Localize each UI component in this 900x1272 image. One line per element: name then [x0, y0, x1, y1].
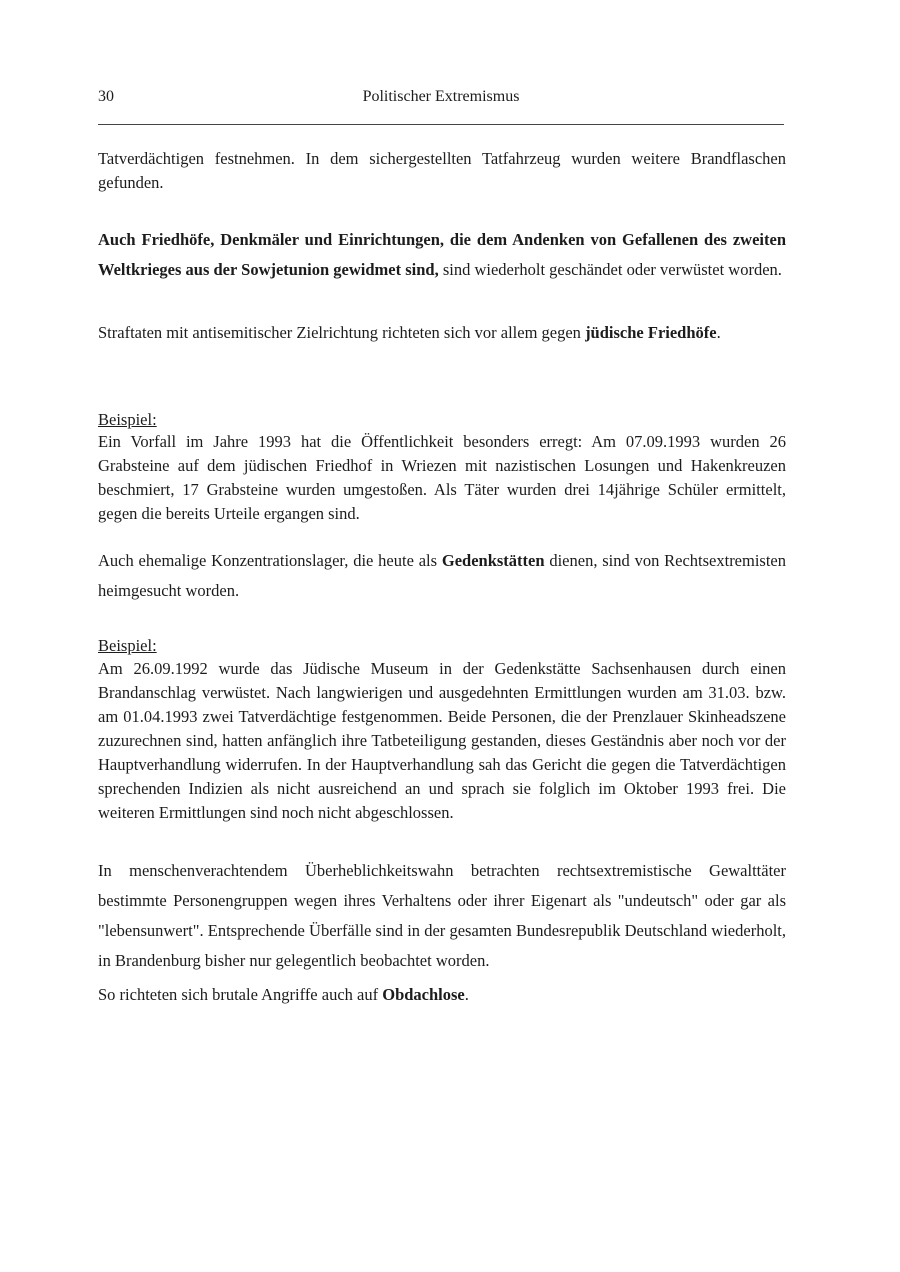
- paragraph-antisemitic: [98, 318, 786, 348]
- paragraph-text: Ein Vorfall im Jahre 1993 hat die Öffentlichkeit besonders erregt: Am 07.09.1993 wurden 26 Grabsteine auf dem jüdischen Friedhof in Wriezen mit nazistischen Losungen und Hakenkreuzen beschmiert, 17 Grabsteine wurden umgestoßen. Als Täter wurden drei 14jährige Schüler ermittelt, gegen die bereits Urteile ergangen sind.: [98, 432, 786, 523]
- paragraph-text: Am 26.09.1992 wurde das Jüdische Museum in der Gedenkstätte Sachsenhausen durch einen Brandanschlag verwüstet. Nach langwierigen und ausgedehnten Ermittlungen wurden am 31.03. bzw. am 01.04.1993 zwei Tatverdächtige festgenommen. Beide Personen, die der Prenzlauer Skinheadszene zuzurechnen sind, hatten anfänglich ihre Tatbeteiligung gestanden, dieses Geständnis aber noch vor der Hauptverhandlung widerrufen. In der Hauptverhandlung sah das Gericht die gegen die Tatverdächtigen sprechenden Indizien als nicht ausreichend an und sprach sie folglich im Oktober 1993 frei. Die weiteren Ermittlungen sind noch nicht abgeschlossen.: [98, 659, 786, 822]
- paragraph-concentration-camps: [98, 546, 786, 606]
- paragraph-text: In menschenverachtendem Überheblichkeitswahn betrachten rechtsextremistische Gewalttäter bestimmte Personengruppen wegen ihres Verhaltens oder ihrer Eigenart als "undeutsch" oder gar als "lebensunwert". Entsprechende Überfälle sind in der gesamten Bundesrepublik Deutschland wiederholt, in Brandenburg bisher nur gelegentlich beobachtet worden.: [98, 861, 786, 970]
- paragraph-text: Tatverdächtigen festnehmen. In dem sichergestellten Tatfahrzeug wurden weitere Brandflaschen gefunden.: [98, 149, 786, 192]
- paragraph-continuation: [98, 147, 786, 195]
- paragraph-violence: [98, 856, 786, 976]
- bold-phrase: Gedenkstätten: [441, 551, 545, 570]
- bold-phrase: Obdachlose: [382, 985, 465, 1004]
- paragraph-text-end: .: [464, 985, 469, 1004]
- bold-phrase: jüdische Friedhöfe: [585, 323, 717, 342]
- paragraph-text: sind wiederholt geschändet oder verwüstet worden.: [438, 260, 782, 279]
- example-label-1: Beispiel:: [98, 410, 157, 429]
- page-number: 30: [98, 88, 114, 105]
- paragraph-text: Auch ehemalige Konzentrationslager, die heute als: [98, 551, 442, 570]
- example-label-2: Beispiel:: [98, 636, 157, 655]
- paragraph-text-end: dienen, sind von Rechtsextremisten heimgesucht worden.: [98, 551, 787, 600]
- paragraph-text: So richteten sich brutale Angriffe auch auf: [98, 985, 383, 1004]
- example-text-1: [98, 430, 786, 526]
- paragraph-text-end: .: [716, 323, 721, 342]
- bold-phrase: Auch Friedhöfe, Denkmäler und Einrichtungen, die dem Andenken von Gefallenen des zweiten Weltkrieges aus der Sowjetunion gewidmet sind,: [98, 230, 786, 279]
- paragraph-homeless: [98, 980, 786, 1010]
- header-rule: [98, 124, 784, 125]
- running-head-title: Politischer Extremismus: [362, 88, 520, 105]
- paragraph-memorials: [98, 225, 786, 285]
- example-text-2: [98, 657, 786, 825]
- paragraph-text: Straftaten mit antisemitischer Zielrichtung richteten sich vor allem gegen: [98, 323, 586, 342]
- page-header: [98, 88, 784, 114]
